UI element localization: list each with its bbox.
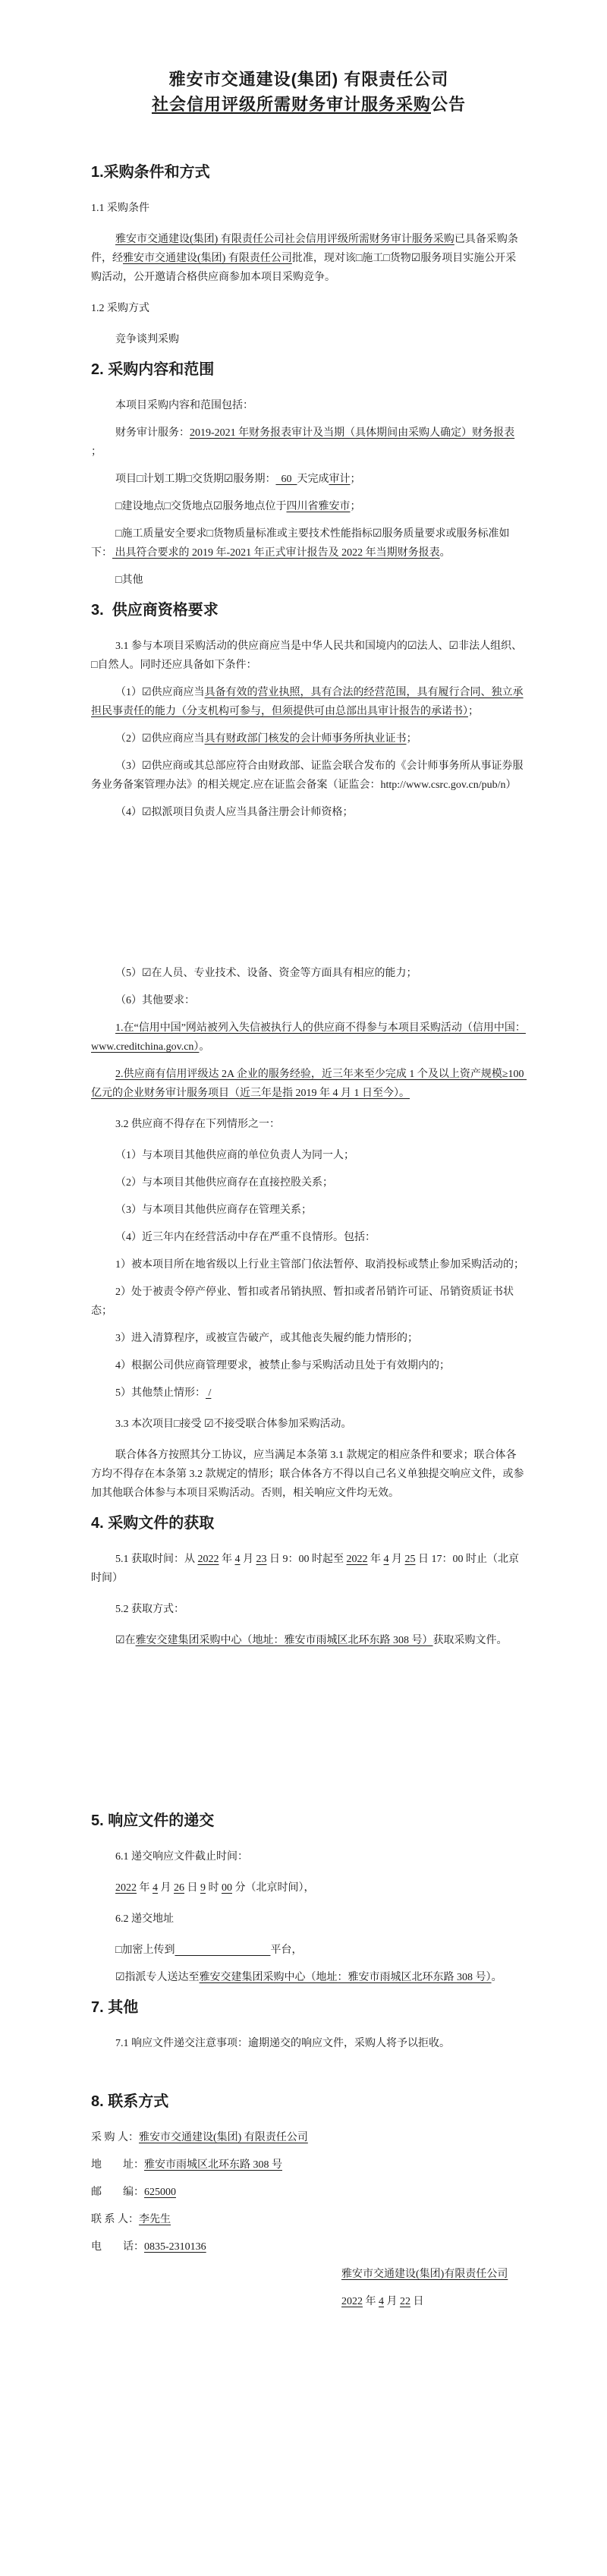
section-1-heading (91, 161, 527, 184)
text-run: 天完成 (297, 474, 329, 485)
text-run: □施工质量安全要求□货物质量标准或主要技术性能指标☑服务质量要求或服务标准如下： (91, 528, 510, 559)
doc-title-line1 (91, 0, 527, 92)
text-run: ； (91, 427, 517, 458)
underlined-text-run: 2022 (115, 1882, 137, 1894)
clause-3-2 (91, 1115, 527, 1134)
section-gap (91, 2061, 527, 2081)
text-run: 日 9：00 时起至 (266, 1554, 347, 1565)
text-run: （4）☑拟派项目负责人应当具备注册会计师资格； (115, 807, 354, 818)
text-run: 。 (199, 1041, 210, 1053)
text-run: ； (350, 474, 361, 485)
clause-1-2-text (91, 330, 527, 349)
underlined-text-run: 00 (222, 1882, 232, 1894)
text-run: 已具备采购条件，经 (91, 234, 518, 264)
bad-record-item-3 (91, 1329, 527, 1348)
underlined-text-run: 2022 (197, 1554, 219, 1565)
text-run: 联 系 人： (91, 2214, 139, 2225)
text-run: 5）其他禁止情形： (115, 1387, 206, 1399)
text-run: （3）☑供应商或其总部应符合由财政部、证监会联合发布的《会计师事务所从事证券服务业务备案管理办法》的相关规定.应在证监会备案（证监会：http://www.csrc.gov.cn/pub/n） (91, 761, 524, 791)
prohibited-item-4 (91, 1228, 527, 1247)
underlined-text-run: 4 (383, 1554, 389, 1565)
text-run: 批准，现对该□施工□货物☑服务项目实施公开采购活动，公开邀请合格供应商参加本项目采购竞争。 (91, 253, 517, 283)
text-run: 7.1 响应文件递交注意事项：逾期递交的响应文件，采购人将予以拒收。 (115, 2038, 450, 2049)
clause-6-2-address (91, 1910, 527, 1929)
text-run: 6.1 递交响应文件截止时间： (115, 1851, 248, 1863)
section-2-heading (91, 358, 527, 381)
scope-intro (91, 396, 527, 415)
text-run: ； (350, 501, 361, 512)
text-run: 3.1 参与本项目采购活动的供应商应当是中华人民共和国境内的☑法人、☑非法人组织、□自然人。同时还应具备如下条件： (91, 641, 523, 671)
underlined-text-run: 李先生 (139, 2214, 171, 2225)
signature-company (341, 2265, 527, 2284)
contact-purchaser (91, 2128, 527, 2147)
text-run: 获取采购文件。 (432, 1635, 508, 1646)
text-run: 本项目采购内容和范围包括： (115, 400, 253, 411)
clause-3-3 (91, 1415, 527, 1434)
text-run: 。 (491, 1972, 502, 1983)
underlined-text-run: 1.在“信用中国”网站被列入失信被执行人的供应商不得参与本项目采购活动（信用中国：www.creditchina.gov.cn） (91, 1022, 526, 1053)
text-run: 3）进入清算程序，或被宣告破产，或其他丧失履约能力情形的； (115, 1333, 418, 1344)
clause-1-1-text (91, 230, 527, 287)
text-run: 雅安市交通建设(集团) 有限责任公司 (168, 70, 449, 89)
clause-7-1-notice (91, 2034, 527, 2053)
text-run: 月 (240, 1554, 256, 1565)
underlined-text-run: 4 (234, 1554, 241, 1565)
section-8-heading (91, 2090, 527, 2113)
clause-1-2-heading (91, 299, 527, 318)
underlined-text-run: 4 (379, 2296, 384, 2307)
text-run: 月 (384, 2296, 400, 2307)
underlined-text-run: 审计 (329, 474, 351, 485)
text-run: 5. 响应文件的递交 (91, 1812, 215, 1829)
text-run: 7. 其他 (91, 1999, 139, 2016)
contact-address (91, 2156, 527, 2174)
text-run: 年 (363, 2296, 379, 2307)
text-run: □建设地点□交货地点☑服务地点位于 (115, 501, 287, 512)
underlined-text-run: 4 (153, 1882, 158, 1894)
text-run: 时 (206, 1882, 222, 1894)
text-run: （2）与本项目其他供应商存在直接控股关系； (115, 1177, 333, 1189)
text-run: 地 址： (91, 2159, 144, 2171)
underlined-text-run: 社会信用评级所需财务审计服务采购 (151, 95, 431, 114)
text-run: 1.2 采购方式 (91, 303, 149, 314)
other-requirement-1 (91, 1019, 527, 1057)
text-run: 财务审计服务： (115, 427, 190, 439)
text-run: 联合体各方按照其分工协议，应当满足本条第 3.1 款规定的相应条件和要求；联合体各方均不得存在本条第 3.2 款规定的情形；联合体各方不得以自己名义单独提交响应文件，或参加其他联合体参与本项目采购活动。否则，相关响应文件均无效。 (91, 1450, 524, 1499)
text-run: 采 购 人： (91, 2132, 139, 2143)
text-run: 1）被本项目所在地省级以上行业主管部门依法暂停、取消投标或禁止参加采购活动的； (115, 1259, 524, 1271)
underlined-text-run: 雅安市交通建设(集团) 有限责任公司 (139, 2132, 308, 2143)
underlined-text-run: 2022 (346, 1554, 368, 1565)
text-run: 年 (137, 1882, 153, 1894)
text-run: 3.2 供应商不得存在下列情形之一： (115, 1119, 280, 1130)
qualification-item-5 (91, 964, 527, 983)
clause-5-1-obtain-time (91, 1550, 527, 1588)
text-run: 年 (367, 1554, 384, 1565)
text-run: 6.2 递交地址 (115, 1913, 174, 1925)
text-run: 2）处于被责令停产停业、暂扣或者吊销执照、暂扣或者吊销许可证、吊销资质证书状态； (91, 1286, 514, 1317)
signature-date (341, 2292, 527, 2311)
text-run: 邮 编： (91, 2187, 144, 2198)
text-run: 3.3 本次项目□接受 ☑不接受联合体参加采购活动。 (115, 1419, 352, 1430)
text-run: 项目□计划工期□交货期☑服务期： (115, 474, 276, 485)
scope-location (91, 497, 527, 516)
text-run: 4. 采购文件的获取 (91, 1515, 215, 1532)
bad-record-item-2 (91, 1283, 527, 1321)
underlined-text-run: 60 (275, 474, 297, 485)
underlined-text-run: 雅安交建集团采购中心（地址：雅安市雨城区北环东路 308 号） (199, 1972, 492, 1983)
clause-6-1-deadline (91, 1847, 527, 1866)
text-run: 5.2 获取方式： (115, 1604, 184, 1615)
qualification-item-6 (91, 991, 527, 1010)
clause-5-2-obtain-method (91, 1600, 527, 1619)
page-break-gap-1 (91, 830, 527, 956)
bad-record-item-5 (91, 1384, 527, 1403)
deadline-date (91, 1878, 527, 1897)
qualification-item-4 (91, 803, 527, 822)
text-run: 2. 采购内容和范围 (91, 361, 215, 378)
clause-1-1-heading (91, 199, 527, 218)
prohibited-item-1 (91, 1146, 527, 1165)
submit-upload-option (91, 1941, 527, 1960)
page-break-gap-2 (91, 1658, 527, 1800)
section-7-heading (91, 1996, 527, 2019)
text-run: 日 (184, 1882, 200, 1894)
underlined-text-run: 四川省雅安市 (286, 501, 351, 512)
underlined-text-run: 雅安市交通建设(集团) 有限责任公司 (123, 253, 292, 264)
bad-record-item-1 (91, 1255, 527, 1274)
underlined-text-run: 625000 (144, 2187, 176, 2198)
scope-other (91, 571, 527, 590)
underlined-text-run: 26 (174, 1882, 184, 1894)
submit-deliver-option (91, 1968, 527, 1987)
contact-phone (91, 2237, 527, 2256)
text-run: （6）其他要求： (115, 995, 195, 1006)
section-3-heading (91, 599, 527, 622)
qualification-item-3 (91, 757, 527, 795)
text-run: 。 (439, 547, 451, 559)
text-run: 日 17：00 时止（北京时间） (91, 1554, 519, 1584)
qualification-item-1 (91, 683, 527, 721)
text-run: 4）根据公司供应商管理要求，被禁止参与采购活动且处于有效期内的； (115, 1360, 450, 1371)
other-requirement-2 (91, 1065, 527, 1103)
underlined-text-run: 具备有效的营业执照，具有合法的经营范围，具有履行合同、独立承担民事责任的能力（分支机构可参与，但须提供可由总部出具审计报告的承诺书） (91, 687, 524, 717)
underlined-text-run: 2022 (341, 2296, 363, 2307)
scope-quality (91, 524, 527, 562)
qualification-item-2 (91, 729, 527, 748)
text-run: （1）☑供应商应当 (115, 687, 205, 698)
prohibited-item-3 (91, 1201, 527, 1220)
underlined-text-run: 2.供应商有信用评级达 2A 企业的服务经验，近三年来至少完成 1 个及以上资产规模≥100 亿元的企业财务审计服务项目（近三年是指 2019 年 4 月 1 日至今）。 (91, 1069, 527, 1099)
underlined-text-run (175, 1945, 270, 1956)
consortium-text (91, 1446, 527, 1503)
underlined-text-run: 出具符合要求的 2019 年-2021 年正式审计报告及 2022 年当期财务报表 (112, 547, 440, 559)
text-run: 1.采购条件和方式 (91, 164, 210, 181)
scope-audit-service (91, 424, 527, 461)
text-run: ☑指派专人送达至 (115, 1972, 200, 1983)
underlined-text-run: 9 (200, 1882, 206, 1894)
text-run: 8. 联系方式 (91, 2093, 169, 2110)
title-gap (91, 117, 527, 152)
underlined-text-run: 具有财政部门核发的会计师事务所执业证书 (204, 733, 407, 745)
text-run: ； (406, 733, 417, 745)
underlined-text-run: 0835-2310136 (144, 2241, 206, 2253)
text-run: 竞争谈判采购 (115, 334, 179, 345)
text-run: 月 (158, 1882, 174, 1894)
obtain-method-text (91, 1631, 527, 1650)
section-5-heading (91, 1809, 527, 1832)
underlined-text-run: 25 (404, 1554, 416, 1565)
underlined-text-run: 雅安交建集团采购中心（地址：雅安市雨城区北环东路 308 号） (135, 1635, 433, 1646)
text-run: （3）与本项目其他供应商存在管理关系； (115, 1205, 312, 1216)
clause-3-1 (91, 637, 527, 675)
text-run: （2）☑供应商应当 (115, 733, 205, 745)
text-run: □其他 (115, 575, 143, 586)
text-run: 平台， (270, 1945, 303, 1956)
text-run: 公告 (431, 95, 467, 114)
prohibited-item-2 (91, 1173, 527, 1192)
text-run: 月 (388, 1554, 405, 1565)
doc-title-line2 (91, 92, 527, 117)
contact-person (91, 2210, 527, 2229)
text-run: 分（北京时间）， (232, 1882, 315, 1894)
scope-service-period (91, 470, 527, 489)
text-run: □加密上传到 (115, 1945, 175, 1956)
contact-zipcode (91, 2183, 527, 2202)
text-run: （4）近三年内在经营活动中存在严重不良情形。包括： (115, 1232, 376, 1243)
underlined-text-run: / (206, 1387, 212, 1399)
underlined-text-run: 雅安市交通建设(集团)有限责任公司 (341, 2269, 508, 2280)
bad-record-item-4 (91, 1356, 527, 1375)
text-run: ☑在 (115, 1635, 136, 1646)
text-run: 5.1 获取时间：从 (115, 1554, 198, 1565)
text-run: （1）与本项目其他供应商的单位负责人为同一人； (115, 1150, 354, 1161)
underlined-text-run: 22 (400, 2296, 410, 2307)
text-run: 3. 供应商资格要求 (91, 602, 219, 619)
section-4-heading (91, 1512, 527, 1535)
text-run: （5）☑在人员、专业技术、设备、资金等方面具有相应的能力； (115, 968, 417, 979)
underlined-text-run: 2019-2021 年财务报表审计及当期（具体期间由采购人确定）财务报表 (190, 427, 515, 439)
text-run: 电 话： (91, 2241, 144, 2253)
text-run: 年 (219, 1554, 235, 1565)
text-run: 1.1 采购条件 (91, 203, 149, 214)
underlined-text-run: 雅安市交通建设(集团) 有限责任公司社会信用评级所需财务审计服务采购 (115, 234, 454, 245)
text-run: 日 (410, 2296, 424, 2307)
text-run: ； (468, 706, 479, 717)
underlined-text-run: 雅安市雨城区北环东路 308 号 (144, 2159, 282, 2171)
underlined-text-run: 23 (256, 1554, 267, 1565)
